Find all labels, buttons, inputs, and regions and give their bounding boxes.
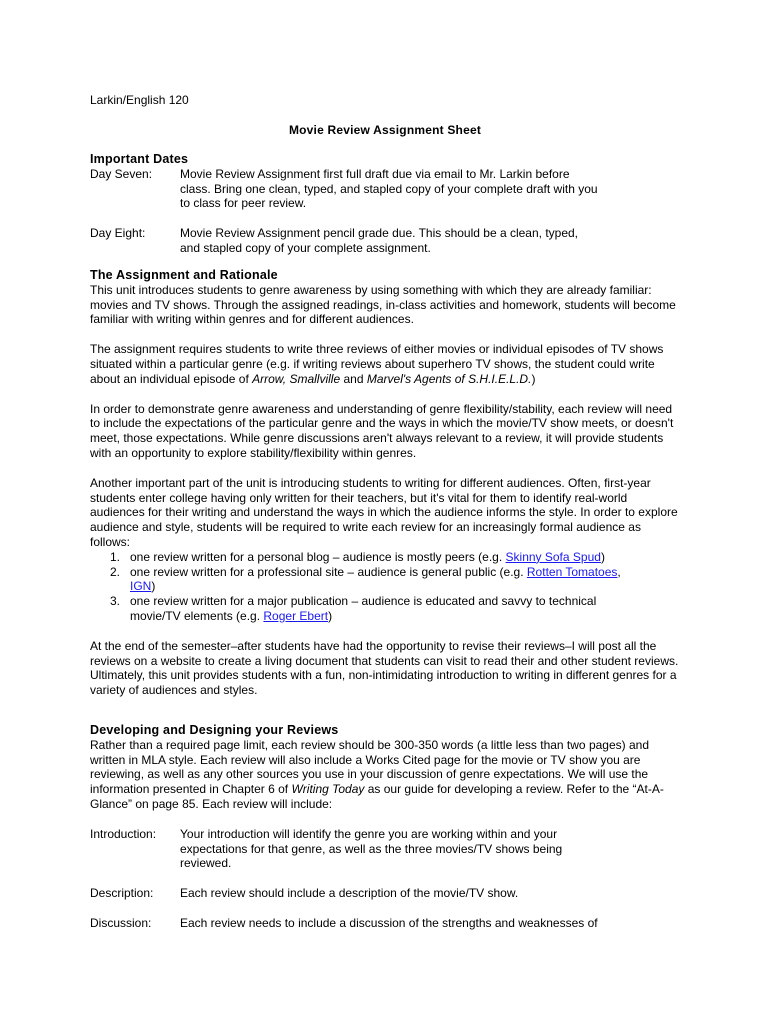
show-title-1: Arrow, Smallville — [252, 371, 341, 386]
developing-section — [90, 723, 680, 931]
rationale-paragraph-6: Ultimately, this unit provides students with a fun, non-intimidating introduction to writing in different genres for a variety of audiences and styles. — [90, 668, 677, 698]
rationale-paragraph-1: This unit introduces students to genre awareness by using something with which they are already familiar: movies and TV shows. Through the assigned readings, in-class activities and homework, students will become familiar with writing within genres and for different audiences. — [90, 282, 676, 327]
day-eight-label: Day Eight: — [90, 226, 146, 241]
rationale-section — [90, 268, 680, 698]
introduction-label: Introduction: — [90, 826, 157, 841]
list-sep: , — [617, 564, 621, 579]
rotten-tomatoes-link[interactable]: Rotten Tomatoes — [526, 564, 618, 579]
ign-link[interactable]: IGN — [130, 579, 152, 594]
skinny-sofa-spud-link[interactable]: Skinny Sofa Spud — [505, 549, 601, 564]
list-item-text: one review written for a major publication – audience is educated and savvy to technical movie/TV elements (e.g. — [130, 594, 597, 623]
list-item — [90, 550, 680, 565]
list-number: 2. — [109, 564, 120, 579]
list-close: ) — [328, 608, 333, 623]
rationale-paragraph-2-text: The assignment requires students to write three reviews of either movies or individual episodes of TV shows situated within a particular genre (e.g. if writing reviews about superhero TV shows, the student could write about an individual episode of — [90, 342, 664, 386]
rationale-heading: The Assignment and Rationale — [90, 268, 278, 282]
rationale-paragraph-4: Another important part of the unit is introducing students to writing for different audiences. Often, first-year students enter college having only written for their teachers, but it's vital for them to identify real-world audiences for their writing and understand the ways in which the audience informs the style. In order to explore audience and style, students will be required to write each review for an increasingly formal audience as follows: — [90, 475, 678, 549]
list-text — [130, 594, 680, 624]
developing-heading: Developing and Designing your Reviews — [90, 723, 339, 737]
book-title: Writing Today — [291, 782, 365, 797]
important-dates-heading: Important Dates — [90, 152, 189, 166]
day-seven-entry — [90, 167, 680, 211]
list-item — [90, 565, 680, 595]
list-text — [130, 550, 680, 565]
list-number: 1. — [109, 549, 120, 564]
course-header: Larkin/English 120 — [90, 93, 189, 107]
description-label: Description: — [90, 886, 154, 901]
description-text: Each review should include a description of the movie/TV show. — [180, 886, 519, 901]
rationale-paragraph-2 — [90, 342, 680, 386]
audience-list — [90, 550, 680, 624]
introduction-text: Your introduction will identify the genre you are working within and your expectations for that genre, as well as the three movies/TV shows being reviewed. — [180, 826, 563, 871]
list-item-text: one review written for a professional site – audience is general public (e.g. — [130, 564, 527, 579]
list-close: ) — [151, 579, 156, 594]
list-item — [90, 594, 680, 624]
show-title-2: Marvel's Agents of S.H.I.E.L.D. — [366, 371, 532, 386]
rationale-paragraph-3: In order to demonstrate genre awareness and understanding of genre flexibility/stability, each review will need to include the expectations of the particular genre and the ways in which the movie/TV show meets, or doesn't meet, those expectations. While genre discussions aren't always relevant to a review, it will provide students with an opportunity to explore stability/flexibility within genres. — [90, 401, 674, 460]
description-entry — [90, 886, 680, 901]
roger-ebert-link[interactable]: Roger Ebert — [263, 608, 329, 623]
rationale-paragraph-5: At the end of the semester–after students have had the opportunity to revise their reviews–I will post all the reviews on a website to create a living document that students can visit to read their and other student reviews. — [90, 638, 679, 668]
list-number: 3. — [109, 594, 120, 609]
developing-paragraph — [90, 738, 680, 812]
page-title: Movie Review Assignment Sheet — [288, 123, 482, 137]
day-eight-entry — [90, 226, 680, 256]
developing-text-a: Rather than a required page limit, each review should be 300-350 words (a little less than two pages) and written in MLA style. Each review will also include a Works Cited page for the movie or TV show you are reviewing, as well as any other sources you use in your discussion of genre expectations. We will use the information presented in Chapter 6 of — [90, 737, 649, 797]
discussion-text: Each review needs to include a discussion of the strengths and weaknesses of — [180, 915, 598, 930]
list-close: ) — [600, 549, 605, 564]
important-dates-section — [90, 152, 680, 256]
day-eight-text: Movie Review Assignment pencil grade due. This should be a clean, typed, and stapled copy of your complete assignment. — [180, 226, 579, 255]
developing-text-b: as our guide for developing a review. Refer to the “At-A-Glance” on page 85. Each review will include: — [90, 782, 664, 811]
list-text — [130, 565, 680, 595]
discussion-entry — [90, 916, 680, 931]
day-seven-label: Day Seven: — [90, 166, 153, 181]
show-and: and — [340, 371, 367, 386]
show-close: ) — [531, 371, 536, 386]
introduction-entry — [90, 827, 680, 871]
discussion-label: Discussion: — [90, 915, 152, 930]
day-seven-text: Movie Review Assignment first full draft due via email to Mr. Larkin before class. Bring one clean, typed, and stapled copy of your complete draft with you to class for peer review. — [180, 166, 598, 211]
list-item-text: one review written for a personal blog – audience is mostly peers (e.g. — [130, 549, 506, 564]
